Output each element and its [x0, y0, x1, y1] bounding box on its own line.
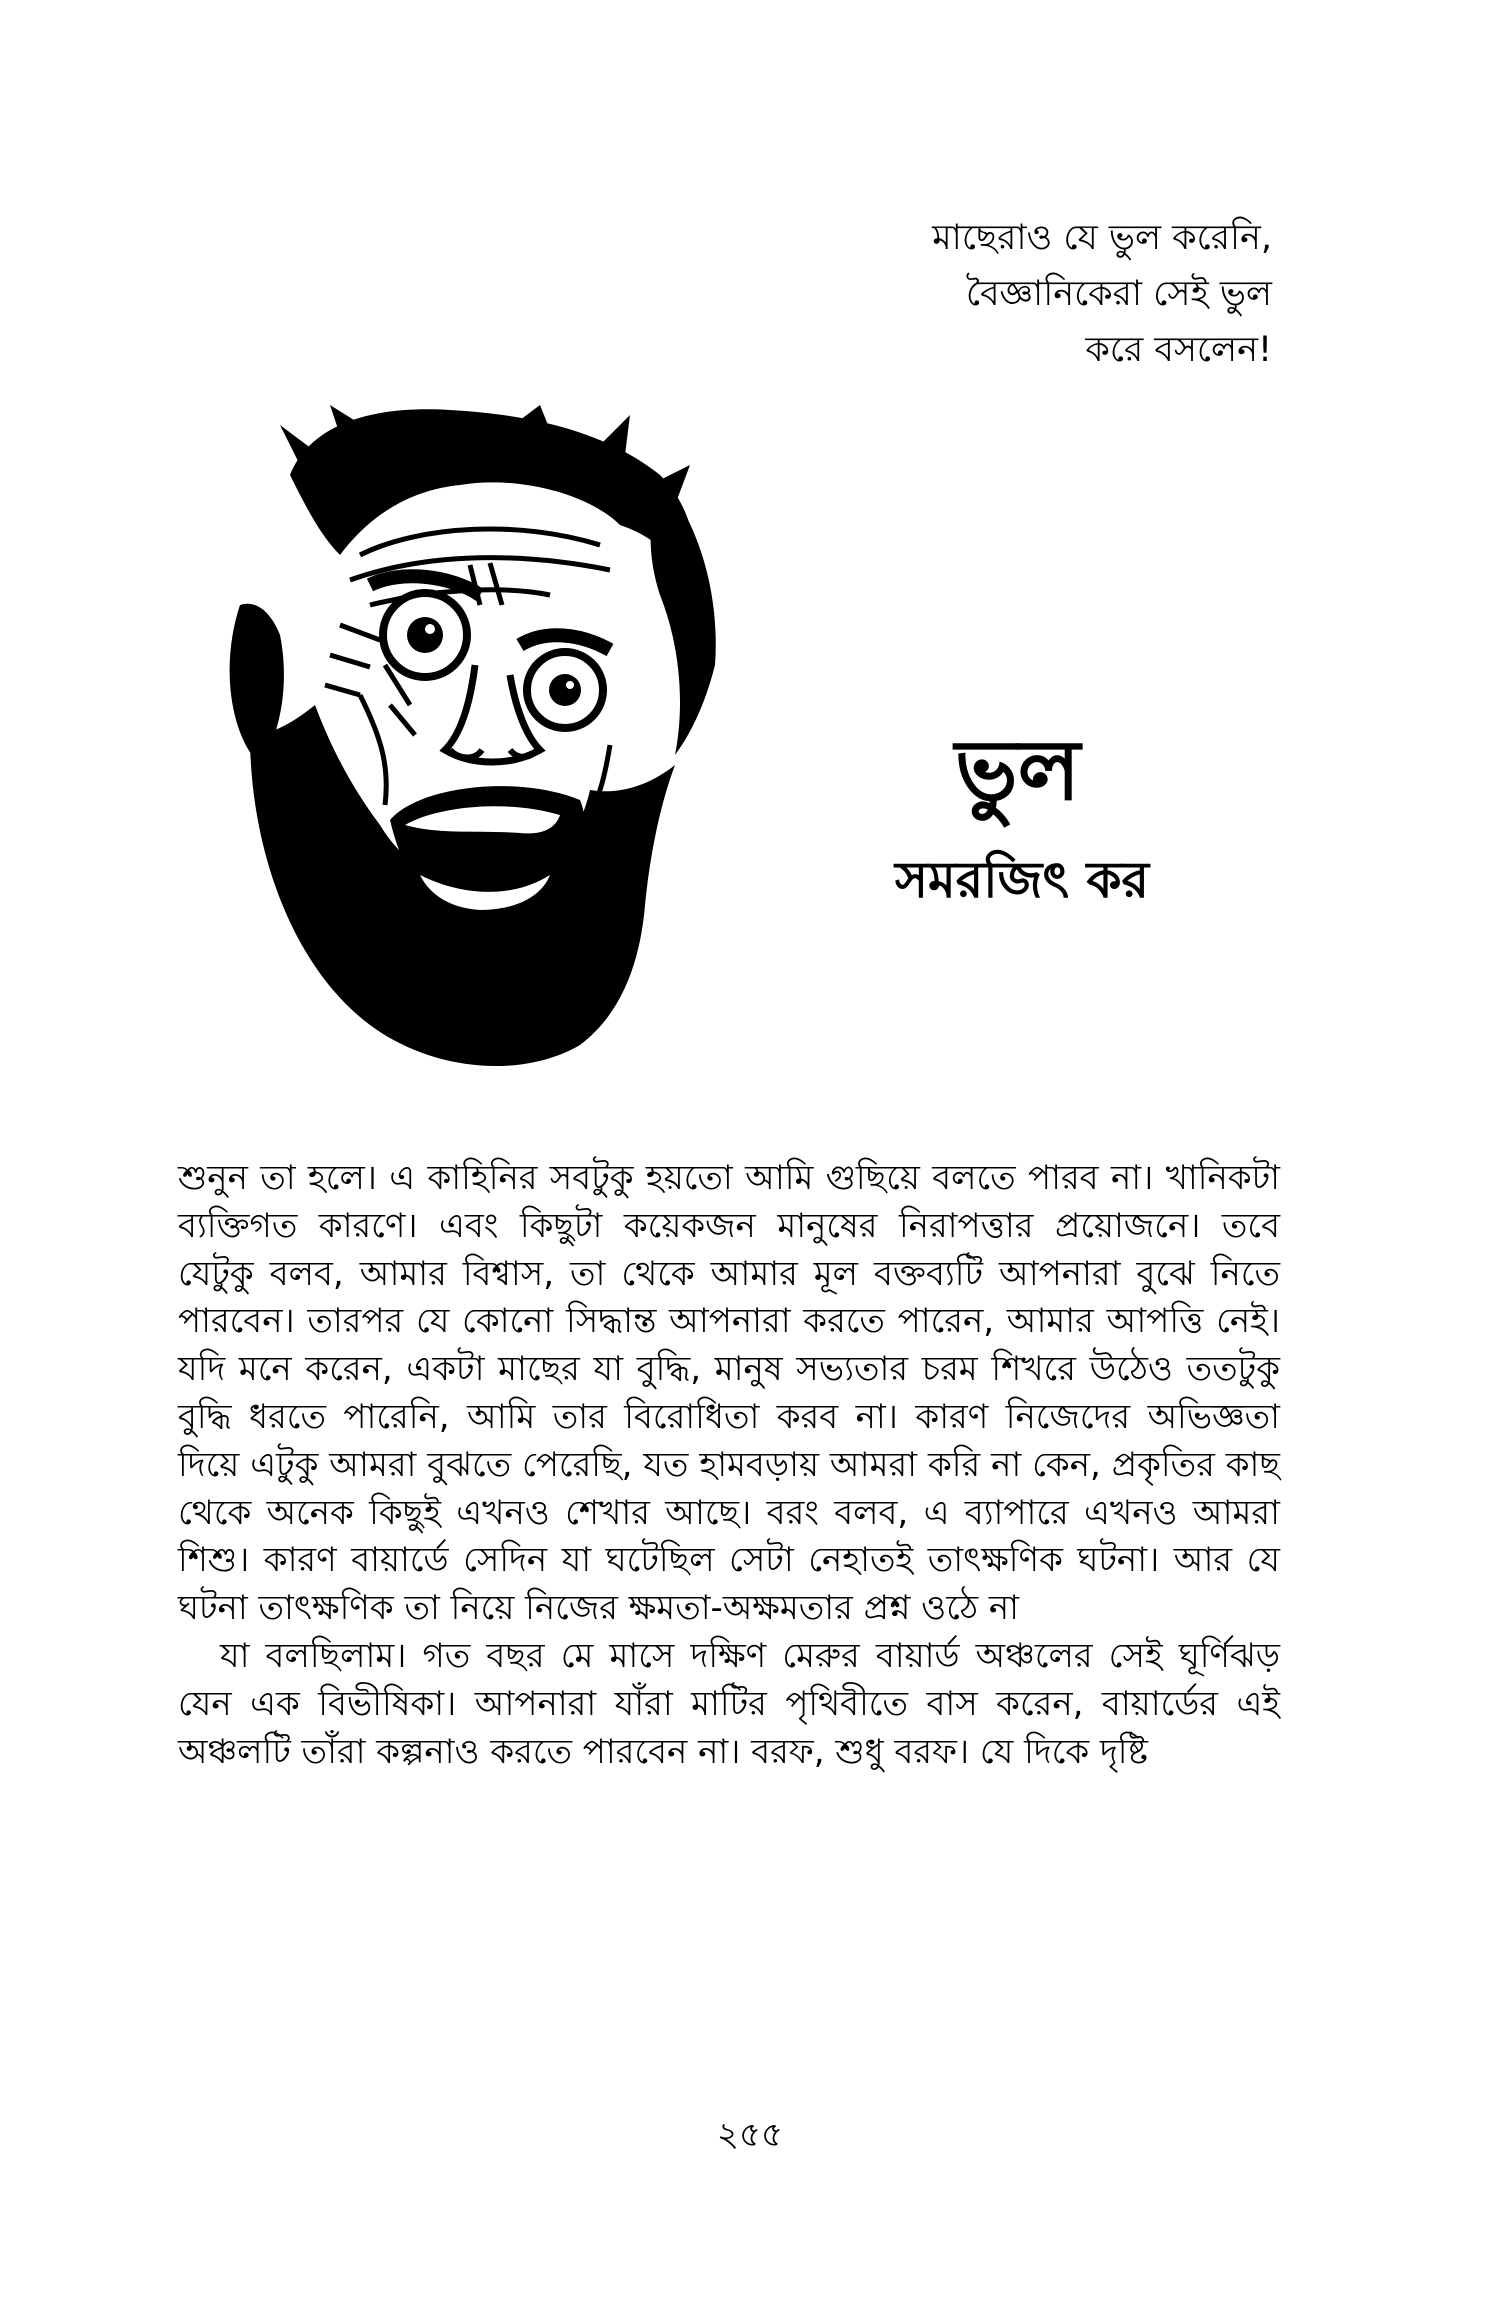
epigraph-line: মাছেরাও যে ভুল করেনি, — [932, 218, 1272, 258]
frightened-man-illustration — [220, 405, 800, 1080]
epigraph-line: বৈজ্ঞানিকেরা সেই ভুল — [965, 274, 1272, 314]
story-title: ভুল — [955, 721, 1081, 819]
epigraph-line: করে বসলেন! — [1085, 330, 1272, 370]
story-author: সমরজিৎ কর — [895, 851, 1149, 909]
body-paragraph: শুনুন তা হলে। এ কাহিনির সবটুকু হয়তো আমি গুছিয়ে বলতে পারব না। খানিকটা ব্যক্তিগত কারণে। এবং কিছুটা কয়েকজন মানুষের নিরাপত্তার প্রয়োজনে। তবে যেটুকু বলব, আমার বিশ্বাস, তা থেকে আমার মূল বক্তব্যটি আপনারা বুঝে নিতে পারবেন। তারপর যে কোনো সিদ্ধান্ত আপনারা করতে পারেন, আমার আপত্তি নেই। যদি মনে করেন, একটা মাছের যা বুদ্ধি, মানুষ সভ্যতার চরম শিখরে উঠেও ততটুকু বুদ্ধি ধরতে পারেনি, আমি তার বিরোধিতা করব না। কারণ নিজেদের অভিজ্ঞতা দিয়ে এটুকু আমরা বুঝতে পেরেছি, যত হামবড়ায় আমরা করি না কেন, প্রকৃতির কাছ থেকে অনেক কিছুই এখনও শেখার আছে। বরং বলব, এ ব্যাপারে এখনও আমরা শিশু। কারণ বায়ার্ডে সেদিন যা ঘটেছিল সেটা নেহাতই তাৎক্ষণিক ঘটনা। আর যে ঘটনা তাৎক্ষণিক তা নিয়ে নিজের ক্ষমতা-অক্ষমতার প্রশ্ন ওঠে না — [178, 1158, 1280, 1629]
body-text — [178, 1155, 1280, 1776]
body-paragraph: যা বলছিলাম। গত বছর মে মাসে দক্ষিণ মেরুর বায়ার্ড অঞ্চলের সেই ঘূর্ণিঝড় যেন এক বিভীষিকা। আপনারা যাঁরা মাটির পৃথিবীতে বাস করেন, বায়ার্ডের এই অঞ্চলটি তাঁরা কল্পনাও করতে পারবেন না। বরফ, শুধু বরফ। যে দিকে দৃষ্টি — [178, 1635, 1280, 1772]
page-number: ২৫৫ — [716, 2115, 784, 2155]
epigraph — [752, 210, 1272, 378]
